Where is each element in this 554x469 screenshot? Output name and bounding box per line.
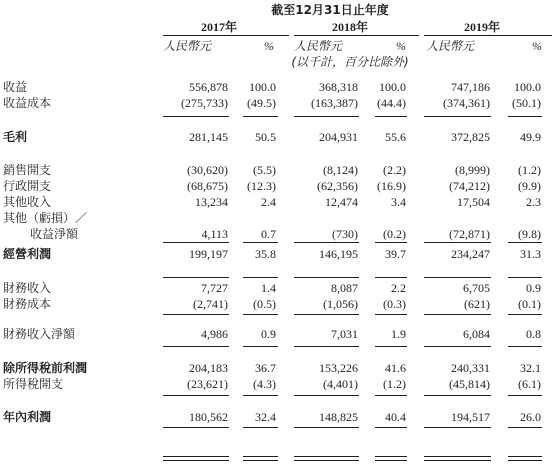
row-value: 32.1 — [520, 361, 541, 375]
subtotal-rule — [243, 116, 278, 117]
row-value: (9.9) — [518, 179, 541, 193]
row-value: 2.2 — [391, 281, 406, 295]
total-double-rule — [508, 456, 542, 457]
row-value: 1.4 — [261, 281, 276, 295]
year-2018-underline — [294, 35, 419, 36]
subtotal-rule — [375, 314, 407, 315]
subtotal-rule — [243, 314, 278, 315]
subtotal-rule — [375, 427, 407, 428]
row-value: (8,124) — [323, 163, 358, 177]
row-value: (5.5) — [253, 163, 276, 177]
row-value: 556,878 — [189, 80, 228, 94]
row-label: 收益成本 — [3, 96, 52, 110]
row-value: (72,871) — [449, 227, 490, 241]
row-value: (6.1) — [518, 377, 541, 391]
row-value: 747,186 — [451, 80, 490, 94]
subtotal-rule — [375, 277, 407, 278]
row-value: 4,113 — [201, 227, 228, 241]
row-value: (50.1) — [512, 96, 541, 110]
row-value: (30,620) — [187, 163, 228, 177]
subtotal-rule — [163, 427, 229, 428]
subtotal-rule — [294, 395, 359, 396]
subtotal-rule — [163, 395, 229, 396]
row-value: 100.0 — [514, 80, 541, 94]
row-value: (9.8) — [518, 227, 541, 241]
row-value: 0.9 — [261, 327, 276, 341]
row-value: 204,931 — [319, 130, 358, 144]
row-value: (0.1) — [518, 297, 541, 311]
subtotal-rule — [508, 277, 542, 278]
total-double-rule — [375, 460, 407, 461]
row-value: (374,361) — [443, 96, 490, 110]
row-value: 240,331 — [451, 361, 490, 375]
subtotal-rule — [163, 242, 229, 243]
row-value: 148,825 — [319, 410, 358, 424]
total-double-rule — [163, 460, 229, 461]
subtotal-rule — [508, 346, 542, 347]
total-double-rule — [294, 460, 359, 461]
row-value: (4,401) — [323, 377, 358, 391]
subtotal-rule — [375, 395, 407, 396]
subtotal-rule — [424, 395, 491, 396]
row-value: 0.7 — [261, 227, 276, 241]
row-value: (621) — [464, 297, 490, 311]
year-2019-underline — [424, 35, 552, 36]
row-value: 36.7 — [255, 361, 276, 375]
row-value: 13,234 — [195, 195, 228, 209]
year-2017-heading: 2017年 — [200, 20, 237, 34]
percent-2019-label: % — [532, 39, 542, 53]
row-value: 281,145 — [189, 130, 228, 144]
row-value: 32.4 — [255, 410, 276, 424]
row-label: 毛利 — [3, 130, 28, 144]
subtotal-rule — [375, 242, 407, 243]
row-value: 31.3 — [520, 247, 541, 261]
row-value: (62,356) — [317, 179, 358, 193]
row-value: 55.6 — [385, 130, 406, 144]
row-value: (0.2) — [383, 227, 406, 241]
period-heading: 截至12月31日止年度 — [271, 3, 389, 17]
row-value: 204,183 — [189, 361, 228, 375]
total-double-rule — [375, 456, 407, 457]
subtotal-rule — [163, 346, 229, 347]
row-value: (1.2) — [383, 377, 406, 391]
row-label: 經營利潤 — [3, 247, 52, 261]
year-2019-heading: 2019年 — [463, 20, 500, 34]
subtotal-rule — [508, 395, 542, 396]
row-label: 收益 — [3, 80, 28, 94]
subtotal-rule — [508, 116, 542, 117]
row-value: 50.5 — [255, 130, 276, 144]
total-double-rule — [424, 460, 491, 461]
percent-2017-label: % — [264, 39, 274, 53]
subtotal-rule — [294, 116, 359, 117]
row-value: (12.3) — [247, 179, 276, 193]
row-label-continued: 收益淨額 — [30, 227, 79, 241]
row-value: (16.9) — [377, 179, 406, 193]
subtotal-rule — [424, 116, 491, 117]
row-label: 財務收入 — [3, 281, 52, 295]
subtotal-rule — [243, 427, 278, 428]
subtotal-rule — [294, 242, 359, 243]
row-value: (45,814) — [449, 377, 490, 391]
total-double-rule — [294, 456, 359, 457]
subtotal-rule — [163, 277, 229, 278]
row-value: (2,741) — [193, 297, 228, 311]
subtotal-rule — [424, 277, 491, 278]
row-value: (2.2) — [383, 163, 406, 177]
subtotal-rule — [163, 314, 229, 315]
subtotal-rule — [243, 395, 278, 396]
row-value: 49.9 — [520, 130, 541, 144]
subtotal-rule — [243, 242, 278, 243]
row-value: 0.8 — [526, 327, 541, 341]
row-value: 199,197 — [189, 247, 228, 261]
total-double-rule — [424, 456, 491, 457]
row-value: 4,986 — [201, 327, 228, 341]
row-value: 146,195 — [319, 247, 358, 261]
row-value: 194,517 — [451, 410, 490, 424]
row-value: 153,226 — [319, 361, 358, 375]
row-value: 7,031 — [331, 327, 358, 341]
row-value: 39.7 — [385, 247, 406, 261]
row-label: 其他收入 — [3, 195, 52, 209]
row-value: 6,705 — [463, 281, 490, 295]
currency-2018-label: 人民幣元 — [294, 39, 343, 53]
year-2017-underline — [163, 35, 289, 36]
percent-2018-label: % — [396, 39, 406, 53]
row-label: 行政開支 — [3, 179, 52, 193]
row-value: (74,212) — [449, 179, 490, 193]
currency-2019-label: 人民幣元 — [426, 39, 475, 53]
total-double-rule — [243, 460, 278, 461]
row-value: 6,084 — [463, 327, 490, 341]
subtotal-rule — [294, 346, 359, 347]
row-value: (0.5) — [253, 297, 276, 311]
row-value: 12,474 — [325, 195, 358, 209]
subtotal-rule — [375, 116, 407, 117]
row-value: (1,056) — [323, 297, 358, 311]
row-label: 除所得稅前利潤 — [3, 361, 88, 375]
row-value: 372,825 — [451, 130, 490, 144]
row-value: 40.4 — [385, 410, 406, 424]
row-value: 2.4 — [261, 195, 276, 209]
row-value: (0.3) — [383, 297, 406, 311]
total-double-rule — [163, 456, 229, 457]
subtotal-rule — [243, 277, 278, 278]
row-value: (1.2) — [518, 163, 541, 177]
row-label: 財務收入淨額 — [3, 327, 76, 341]
subtotal-rule — [294, 277, 359, 278]
row-value: 35.8 — [255, 247, 276, 261]
row-value: 26.0 — [520, 410, 541, 424]
subtotal-rule — [163, 116, 229, 117]
row-value: 3.4 — [391, 195, 406, 209]
row-value: 234,247 — [451, 247, 490, 261]
row-value: 1.9 — [391, 327, 406, 341]
currency-2017-label: 人民幣元 — [163, 39, 212, 53]
row-value: 368,318 — [319, 80, 358, 94]
subtotal-rule — [424, 427, 491, 428]
row-value: (49.5) — [247, 96, 276, 110]
row-value: 7,727 — [201, 281, 228, 295]
row-label: 年內利潤 — [3, 410, 52, 424]
row-label: 其他（虧損）／ — [3, 211, 88, 225]
row-value: 41.6 — [385, 361, 406, 375]
row-value: (730) — [332, 227, 358, 241]
subtotal-rule — [508, 427, 542, 428]
total-double-rule — [508, 460, 542, 461]
total-double-rule — [243, 456, 278, 457]
row-value: 2.3 — [526, 195, 541, 209]
row-value: 17,504 — [457, 195, 490, 209]
unit-note: (以千計，百分比除外) — [291, 55, 409, 69]
row-value: 8,087 — [331, 281, 358, 295]
row-label: 所得稅開支 — [3, 377, 64, 391]
row-value: 100.0 — [379, 80, 406, 94]
subtotal-rule — [294, 314, 359, 315]
row-value: (275,733) — [181, 96, 228, 110]
row-value: (8,999) — [455, 163, 490, 177]
row-value: (44.4) — [377, 96, 406, 110]
row-value: 100.0 — [249, 80, 276, 94]
row-value: (68,675) — [187, 179, 228, 193]
year-2018-heading: 2018年 — [331, 20, 368, 34]
row-label: 財務成本 — [3, 297, 52, 311]
row-value: 0.9 — [526, 281, 541, 295]
row-value: (23,621) — [187, 377, 228, 391]
row-value: (163,387) — [311, 96, 358, 110]
subtotal-rule — [424, 314, 491, 315]
subtotal-rule — [424, 242, 491, 243]
row-value: 180,562 — [189, 410, 228, 424]
subtotal-rule — [375, 346, 407, 347]
row-value: (4.3) — [253, 377, 276, 391]
subtotal-rule — [424, 346, 491, 347]
subtotal-rule — [294, 427, 359, 428]
subtotal-rule — [508, 314, 542, 315]
row-label: 銷售開支 — [3, 163, 52, 177]
subtotal-rule — [243, 346, 278, 347]
subtotal-rule — [508, 242, 542, 243]
